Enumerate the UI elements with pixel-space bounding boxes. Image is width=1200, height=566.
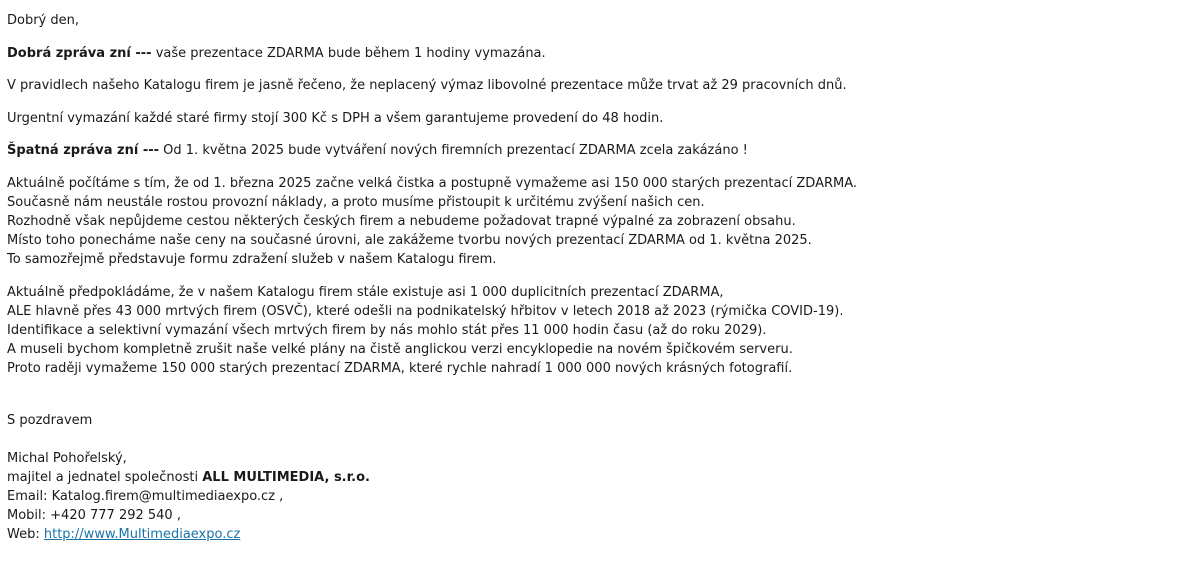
signature-web xyxy=(7,525,1192,544)
bad-news-label: Špatná zpráva zní --- xyxy=(7,143,160,158)
paragraph-line: To samozřejmě představuje formu zdražení služeb v našem Katalogu firem. xyxy=(7,251,497,267)
paragraph-line: Proto raději vymažeme 150 000 starých prezentací ZDARMA, které rychle nahradí 1 000 000 nových krásných fotografií. xyxy=(7,360,793,376)
greeting: Dobrý den, xyxy=(7,13,80,28)
good-news-line xyxy=(7,44,1192,63)
closing: S pozdravem xyxy=(7,412,93,428)
bad-news-line xyxy=(7,141,1192,160)
paragraph-cleanup xyxy=(7,174,1192,269)
paragraph-line: Místo toho ponecháme naše ceny na současné úrovni, ale zakážeme tvorbu nových prezentací ZDARMA od 1. května 2025. xyxy=(7,232,812,248)
urgent-line: Urgentní vymazání každé staré firmy stojí 300 Kč s DPH a všem garantujeme provedení do 48 hodin. xyxy=(7,110,664,126)
signature-role xyxy=(7,468,1192,487)
signature-name: Michal Pohořelský, xyxy=(7,450,127,466)
paragraph-line: Aktuálně počítáme s tím, že od 1. března 2025 začne velká čistka a postupně vymažeme asi 150 000 starých prezentací ZDARMA. xyxy=(7,175,858,191)
bad-news-text: Od 1. května 2025 bude vytváření nových firemních prezentací ZDARMA zcela zakázáno ! xyxy=(159,143,748,158)
good-news-label: Dobrá zpráva zní --- xyxy=(7,45,152,61)
rules-line: V pravidlech našeho Katalogu firem je jasně řečeno, že neplacený výmaz libovolné prezentace může trvat až 29 pracovních dnů. xyxy=(7,78,847,93)
paragraph-line: Aktuálně předpokládáme, že v našem Katalogu firem stále existuje asi 1 000 duplicitních prezentací ZDARMA, xyxy=(7,284,724,300)
paragraph-line: ALE hlavně přes 43 000 mrtvých firem (OSVČ), které odešli na podnikatelský hřbitov v letech 2018 až 2023 (rýmička COVID-19). xyxy=(7,303,844,319)
signature-mobile: Mobil: +420 777 292 540 , xyxy=(7,507,181,523)
signature xyxy=(7,449,1192,544)
signature-web-prefix: Web: xyxy=(7,526,44,542)
paragraph-line: Rozhodně však nepůjdeme cestou některých českých firem a nebudeme požadovat trapné výpalné za zobrazení obsahu. xyxy=(7,213,796,229)
signature-email: Email: Katalog.firem@multimediaexpo.cz , xyxy=(7,488,284,504)
paragraph-dead-firms xyxy=(7,283,1192,378)
signature-role-prefix: majitel a jednatel společnosti xyxy=(7,469,203,485)
good-news-text: vaše prezentace ZDARMA bude během 1 hodiny vymazána. xyxy=(151,45,546,61)
signature-company: ALL MULTIMEDIA, s.r.o. xyxy=(202,469,370,485)
paragraph-line: A museli bychom kompletně zrušit naše velké plány na čistě anglickou verzi encyklopedie na novém špičkovém serveru. xyxy=(7,341,793,357)
website-link[interactable]: http://www.Multimediaexpo.cz xyxy=(43,526,241,542)
paragraph-line: Současně nám neustále rostou provozní náklady, a proto musíme přistoupit k určitému zvýšení našich cen. xyxy=(7,194,705,210)
email-body xyxy=(7,11,1192,544)
paragraph-line: Identifikace a selektivní vymazání všech mrtvých firem by nás mohlo stát přes 11 000 hodin času (až do roku 2029). xyxy=(7,322,767,338)
